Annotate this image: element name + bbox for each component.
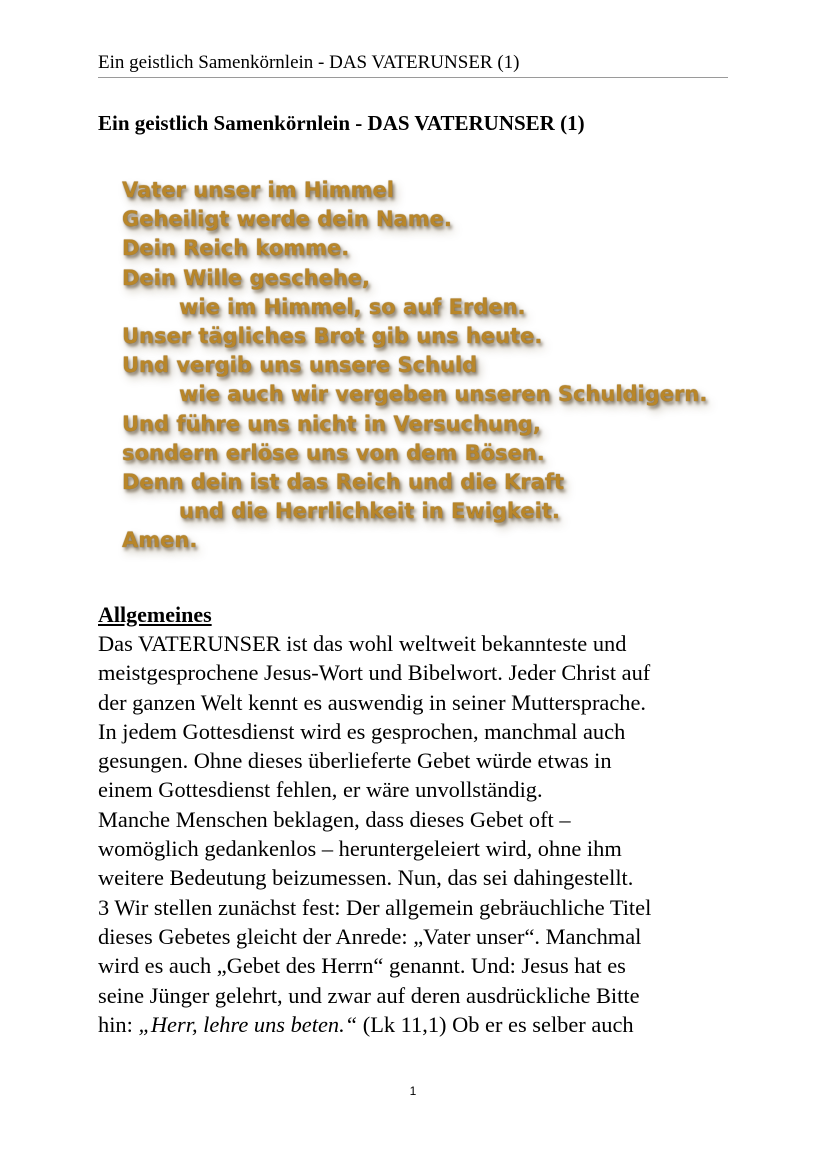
paragraph-line (98, 1010, 738, 1039)
text-segment: gesungen. Ohne dieses überlieferte Gebet würde etwas in (98, 748, 612, 774)
paragraph-line (98, 834, 738, 863)
prayer-line: und die Herrlichkeit in Ewigkeit. (179, 499, 560, 524)
paragraph-line (98, 951, 738, 980)
prayer-line: wie im Himmel, so auf Erden. (179, 294, 526, 319)
text-segment: der ganzen Welt kennt es auswendig in seiner Muttersprache. (98, 689, 647, 715)
document-title: Ein geistlich Samenkörnlein - DAS VATERUNSER (1) (98, 111, 585, 135)
paragraph-line (98, 658, 738, 687)
running-header: Ein geistlich Samenkörnlein - DAS VATERUNSER (1) (98, 52, 728, 78)
text-segment: seine Jünger gelehrt, und zwar auf deren ausdrückliche Bitte (98, 982, 640, 1008)
text-segment: meistgesprochene Jesus-Wort und Bibelwort. Jeder Christ auf (98, 660, 651, 686)
text-segment: womöglich gedankenlos – heruntergeleiert wird, ohne ihm (98, 836, 622, 862)
paragraph-line (98, 775, 738, 804)
prayer-line: Geheiligt werde dein Name. (122, 207, 452, 232)
prayer-line: Und führe uns nicht in Versuchung, (122, 411, 541, 436)
paragraph-line (98, 981, 738, 1010)
section-heading: Allgemeines (98, 602, 212, 627)
text-segment: einem Gottesdienst fehlen, er wäre unvollständig. (98, 777, 543, 803)
lords-prayer-image (112, 176, 732, 571)
text-segment: In jedem Gottesdienst wird es gesprochen, manchmal auch (98, 718, 626, 744)
text-segment: weitere Bedeutung beizumessen. Nun, das sei dahingestellt. (98, 865, 634, 891)
text-segment: dieses Gebetes gleicht der Anrede: „Vater unser“. Manchmal (98, 923, 642, 949)
text-segment: Das VATERUNSER ist das wohl weltweit bekannteste und (98, 631, 627, 656)
bible-quote: „Herr, lehre uns beten.“ (138, 1011, 358, 1037)
text-segment: wird es auch „Gebet des Herrn“ genannt. Und: Jesus hat es (98, 953, 626, 979)
text-segment: 3 Wir stellen zunächst fest: Der allgemein gebräuchliche Titel (98, 894, 652, 920)
paragraph-line (98, 805, 738, 834)
prayer-line: Denn dein ist das Reich und die Kraft (122, 470, 565, 495)
paragraph-line (98, 746, 738, 775)
text-segment: (Lk 11,1) Ob er es selber auch (357, 1011, 634, 1037)
prayer-line: Und vergib uns unsere Schuld (122, 353, 478, 378)
paragraph-line (98, 893, 738, 922)
paragraph-line (98, 629, 738, 658)
paragraph-line (98, 717, 738, 746)
paragraph-line (98, 922, 738, 951)
paragraph-line (98, 688, 738, 717)
prayer-line: sondern erlöse uns von dem Bösen. (122, 440, 545, 465)
prayer-line: wie auch wir vergeben unseren Schuldigern. (179, 382, 708, 407)
prayer-line: Dein Reich komme. (122, 236, 350, 261)
text-segment: Manche Menschen beklagen, dass dieses Gebet oft – (98, 806, 571, 832)
prayer-line: Unser tägliches Brot gib uns heute. (122, 324, 543, 349)
prayer-line: Amen. (122, 528, 198, 553)
text-segment: hin: (98, 1011, 139, 1037)
prayer-line: Dein Wille geschehe, (122, 265, 371, 290)
paragraph-line (98, 863, 738, 892)
prayer-line: Vater unser im Himmel (122, 178, 394, 202)
body-text (98, 629, 738, 1039)
page-number: 1 (409, 1084, 417, 1098)
